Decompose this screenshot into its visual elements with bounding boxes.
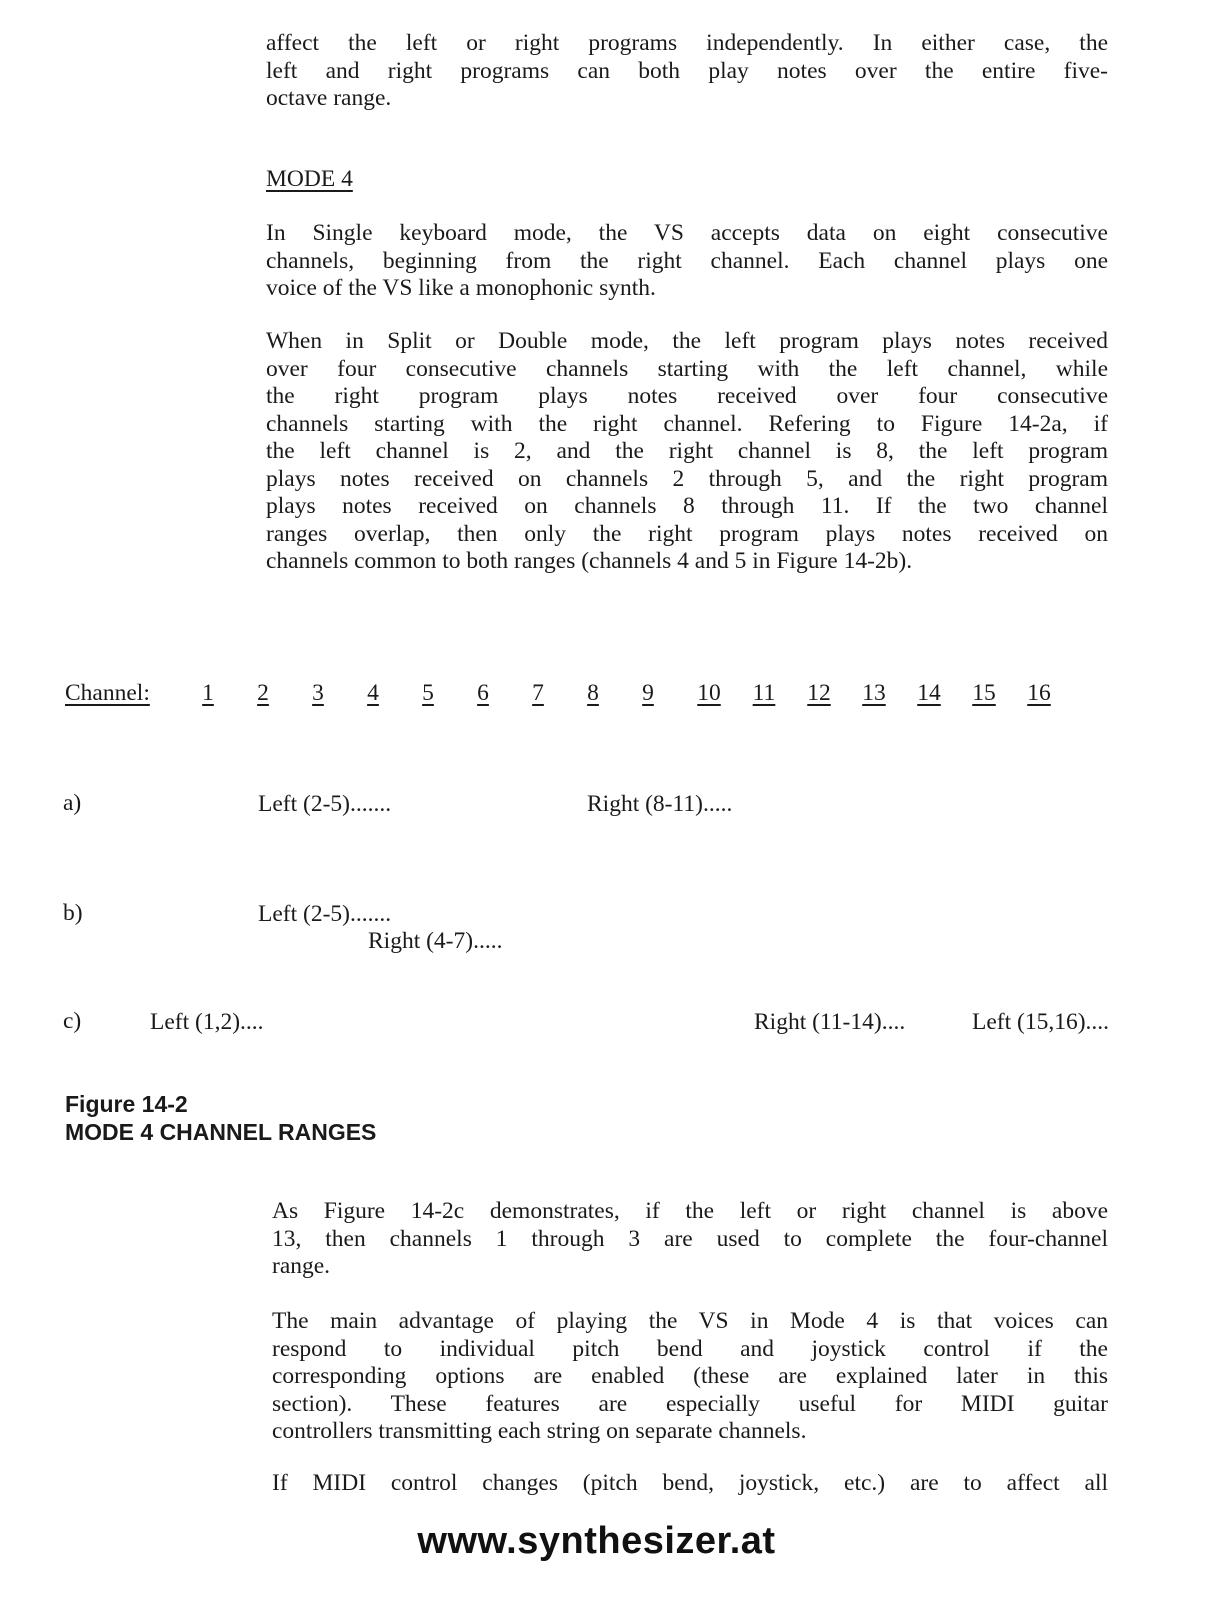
row-c-label: c)	[63, 1008, 82, 1034]
text-line: controllers transmitting each string on separate channels.	[272, 1418, 807, 1444]
intro-paragraph	[266, 30, 1108, 113]
text-line: plays notes received on channels 2 through 5, and the right program	[266, 465, 1108, 492]
text-line: channels starting with the right channel. Refering to Figure 14-2a, if	[266, 410, 1108, 437]
channel-number: 7	[532, 680, 544, 706]
text-line: affect the left or right programs independently. In either case, the	[266, 30, 1108, 56]
row-a-right-range: Right (8-11).....	[587, 791, 733, 817]
channel-number: 15	[972, 680, 996, 706]
channel-number: 14	[917, 680, 941, 706]
channel-number: 9	[642, 680, 654, 706]
channel-label: Channel:	[65, 680, 150, 706]
channel-number: 2	[257, 680, 269, 706]
text-line: The main advantage of playing the VS in Mode 4 is that voices can	[272, 1308, 1108, 1334]
text-line: the right program plays notes received over four consecutive	[266, 383, 1108, 409]
row-b-right-range: Right (4-7).....	[368, 928, 503, 954]
channel-number: 3	[312, 680, 324, 706]
text-line: left and right programs can both play notes over the entire five-	[266, 57, 1108, 84]
single-mode-paragraph	[266, 220, 1108, 303]
channel-number: 6	[477, 680, 489, 706]
text-line: corresponding options are enabled (these are explained later in this	[272, 1363, 1108, 1389]
mode4-heading: MODE 4	[266, 166, 353, 192]
channel-number: 8	[587, 680, 599, 706]
channel-number: 5	[422, 680, 434, 706]
text-line: When in Split or Double mode, the left program plays notes received	[266, 328, 1108, 354]
channel-number: 11	[752, 680, 776, 706]
row-a-left-range: Left (2-5).......	[258, 791, 392, 817]
text-line: the left channel is 2, and the right channel is 8, the left program	[266, 438, 1108, 464]
text-line: ranges overlap, then only the right program plays notes received on	[266, 520, 1108, 547]
row-c-left2-range: Left (15,16)....	[972, 1009, 1110, 1035]
text-line: respond to individual pitch bend and joystick control if the	[272, 1335, 1108, 1362]
above13-paragraph	[272, 1198, 1108, 1281]
channel-number: 13	[862, 680, 886, 706]
text-line: section). These features are especially useful for MIDI guitar	[272, 1390, 1108, 1417]
channel-number: 4	[367, 680, 379, 706]
channel-number: 12	[807, 680, 831, 706]
text-line: range.	[272, 1253, 331, 1279]
row-c-left-range: Left (1,2)....	[150, 1009, 264, 1035]
text-line: As Figure 14-2c demonstrates, if the left or right channel is above	[272, 1198, 1108, 1224]
text-line: If MIDI control changes (pitch bend, joystick, etc.) are to affect all	[272, 1470, 1108, 1496]
midi-control-paragraph	[272, 1470, 1108, 1498]
figure-caption	[65, 1090, 376, 1146]
figure-title: MODE 4 CHANNEL RANGES	[65, 1119, 377, 1145]
text-line: 13, then channels 1 through 3 are used to complete the four-channel	[272, 1225, 1108, 1252]
split-mode-paragraph	[266, 328, 1108, 576]
channel-number: 10	[697, 680, 721, 706]
channel-header-row	[0, 680, 1213, 716]
footer-watermark-url: www.synthesizer.at	[417, 1520, 776, 1562]
row-c-right-range: Right (11-14)....	[754, 1009, 906, 1035]
figure-number: Figure 14-2	[65, 1091, 188, 1117]
text-line: octave range.	[266, 85, 392, 111]
row-b-left-range: Left (2-5).......	[258, 901, 392, 927]
channel-number: 16	[1027, 680, 1051, 706]
text-line: In Single keyboard mode, the VS accepts data on eight consecutive	[266, 220, 1108, 246]
text-line: voice of the VS like a monophonic synth.	[266, 275, 656, 301]
text-line: channels, beginning from the right channel. Each channel plays one	[266, 247, 1108, 274]
text-line: over four consecutive channels starting with the left channel, while	[266, 355, 1108, 382]
channel-number: 1	[202, 680, 214, 706]
text-line: channels common to both ranges (channels 4 and 5 in Figure 14-2b).	[266, 548, 913, 574]
advantage-paragraph	[272, 1308, 1108, 1446]
row-b-label: b)	[63, 900, 83, 926]
row-a-label: a)	[63, 790, 82, 816]
text-line: plays notes received on channels 8 through 11. If the two channel	[266, 493, 1108, 519]
